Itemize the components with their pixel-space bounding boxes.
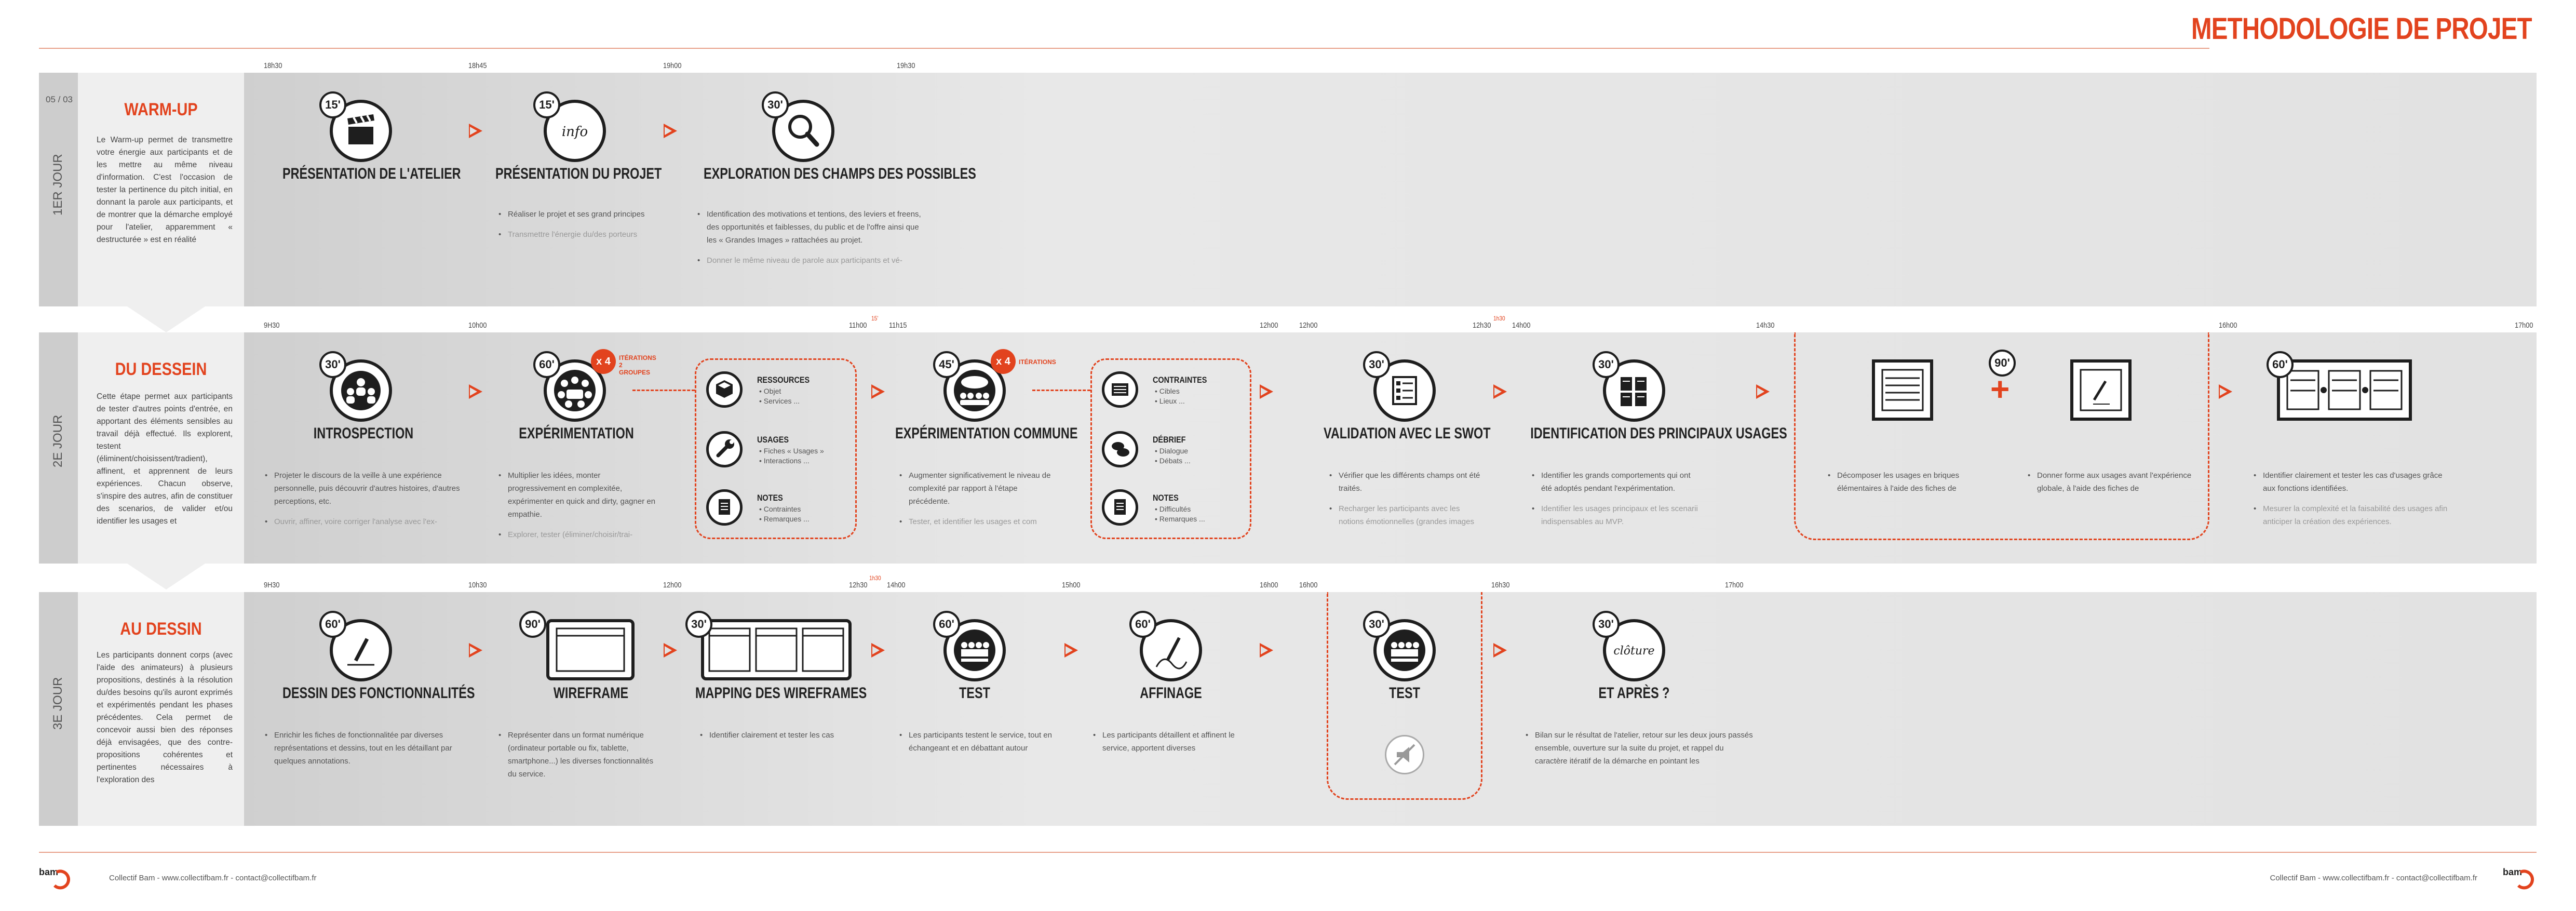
resource-items: • Objet • Services ... xyxy=(759,387,800,405)
flow-arrow-icon xyxy=(664,643,677,658)
flow-arrow-icon xyxy=(664,124,677,138)
page-title: METHODOLOGIE DE PROJET xyxy=(2191,12,2532,46)
day1-date: 05 / 03 xyxy=(46,95,73,104)
time-label-accent: 1h30 xyxy=(1493,315,1505,322)
duration-badge: 30' xyxy=(319,351,346,378)
constraint-items: • Difficultés • Remarques ... xyxy=(1155,505,1205,523)
bullet: Explorer, tester (éliminer/choisir/trai- xyxy=(508,530,633,539)
step-description: • Projeter le discours de la veille à une expérience personnelle, puis découvrir d'autres histoires, d'autres perceptions, etc. • Ouvrir, affiner, voire corriger l'analyse avec l'ex- xyxy=(265,469,462,528)
time-label: 15h00 xyxy=(1062,581,1081,590)
wireframe-map-icon xyxy=(701,619,852,680)
duration-badge: 60' xyxy=(933,611,960,638)
note-icon xyxy=(706,489,743,526)
bullet: Donner le même niveau de parole aux participants et vé- xyxy=(707,256,902,265)
bullet: Décomposer les usages en briques élémentaires à l'aide des fiches de xyxy=(1837,471,1960,493)
warmup-title: WARM-UP xyxy=(124,100,198,119)
step-description: • Réaliser le projet et ses grand principes • Transmettre l'énergie du/des porteurs xyxy=(498,208,670,241)
resource-items: • Fiches « Usages » • Interactions ... xyxy=(759,447,824,465)
duration-badge: 90' xyxy=(519,611,546,638)
flow-arrow-icon xyxy=(1493,384,1507,399)
step-description: • Enrichir les fiches de fonctionnalitée par diverses représentations et dessins, tout en les détaillant par quelques annotations. xyxy=(265,729,462,768)
dessin-panel xyxy=(78,592,244,826)
flow-arrow-icon xyxy=(469,124,482,138)
duration-badge: 30' xyxy=(1593,611,1620,638)
bullet: Recharger les participants avec les notions émotionnelles (grandes images xyxy=(1339,504,1474,526)
chat-icon xyxy=(1102,431,1138,467)
duration-badge: 30' xyxy=(1593,351,1620,378)
duration-badge: 60' xyxy=(533,351,560,378)
step-title: PRÉSENTATION DE L'ATELIER xyxy=(282,165,461,182)
constraint-title: NOTES xyxy=(1153,493,1179,503)
bullet: Identifier les grands comportements qui ont été adoptés pendant l'expérimentation. xyxy=(1541,471,1691,493)
time-label-accent: 15' xyxy=(871,315,879,322)
duration-badge: 30' xyxy=(685,611,712,638)
bullet: Projeter le discours de la veille à une expérience personnelle, puis découvrir d'autres histoires, d'autres perceptions, etc. xyxy=(274,471,460,506)
duration-badge: 15' xyxy=(319,91,346,118)
bullet: Les participants détaillent et affinent le service, apportent diverses xyxy=(1102,731,1235,753)
bullet: Augmenter significativement le niveau de complexité par rapport à l'étape précédente. xyxy=(909,471,1051,506)
time-label: 16h00 xyxy=(2219,321,2237,330)
time-label: 19h30 xyxy=(897,61,915,70)
bam-logo xyxy=(2503,865,2534,891)
time-label: 9H30 xyxy=(264,581,280,590)
constraint-title: CONTRAINTES xyxy=(1153,375,1207,385)
step-title: DESSIN DES FONCTIONNALITÉS xyxy=(282,685,475,702)
day3-label: 3E JOUR xyxy=(51,677,65,730)
bullet: Identifier les usages principaux et les scenarii indispensables au MVP. xyxy=(1541,504,1698,526)
step-description: • Les participants testent le service, tout en échangeant et en débattant autour xyxy=(899,729,1058,755)
wireframe-flow-icon xyxy=(2277,359,2412,421)
dessein-panel xyxy=(78,332,244,564)
constraint-items: • Cibles • Lieux ... xyxy=(1155,387,1185,405)
resource-title: RESSOURCES xyxy=(757,375,810,385)
footer-right: Collectif Bam - www.collectifbam.fr - contact@collectifbam.fr xyxy=(2270,874,2477,882)
step-title: ET APRÈS ? xyxy=(1598,685,1670,702)
dessein-title: DU DESSEIN xyxy=(115,359,207,379)
step-description: • Multiplier les idées, monter progressivement en complexitée, expérimenter en quick and dirty, gagner en empathie. • Explorer, tester (éliminer/choisir/trai- xyxy=(498,469,659,541)
svg-text:bam: bam xyxy=(39,867,59,877)
flow-arrow-icon xyxy=(871,643,885,658)
bullet: Tester, et identifier les usages et com xyxy=(909,517,1037,526)
step-title: MAPPING DES WIREFRAMES xyxy=(695,685,867,702)
time-label: 16h00 xyxy=(1260,581,1278,590)
bullet: Bilan sur le résultat de l'atelier, retour sur les deux jours passés ensemble, ouverture sur la suite du projet, et rappel du caractère itératif de la démarche en pointant les xyxy=(1535,731,1753,766)
wireframe-grid-icon xyxy=(1872,359,1933,421)
time-label: 17h00 xyxy=(1725,581,1744,590)
flow-arrow-icon xyxy=(1493,643,1507,658)
step-description: • Augmenter significativement le niveau de complexité par rapport à l'étape précédente. • Tester, et identifier les usages et com xyxy=(899,469,1058,528)
muted-megaphone-icon xyxy=(1385,735,1424,774)
step-title: WIREFRAME xyxy=(553,685,629,702)
resource-title: NOTES xyxy=(757,493,783,503)
step-description: • Identifier les grands comportements qui ont été adoptés pendant l'expérimentation. • Identifier les usages principaux et les scenarii indispensables au MVP. xyxy=(1532,469,1703,528)
time-label: 18h45 xyxy=(468,61,487,70)
time-label: 19h00 xyxy=(663,61,682,70)
resource-items: • Contraintes • Remarques ... xyxy=(759,505,810,523)
time-label: 12h00 xyxy=(1260,321,1278,330)
time-label: 16h30 xyxy=(1491,581,1510,590)
time-label: 10h30 xyxy=(468,581,487,590)
info-bubble-text: info xyxy=(561,124,588,140)
duration-badge: 60' xyxy=(319,611,346,638)
bullet: Enrichir les fiches de fonctionnalitée par diverses représentations et dessins, tout en les détaillant par quelques annotations. xyxy=(274,731,452,766)
resource-title: USAGES xyxy=(757,435,789,445)
day2-label: 2E JOUR xyxy=(51,414,65,467)
constraint-title: DÉBRIEF xyxy=(1153,435,1186,445)
dessin-title: AU DESSIN xyxy=(120,619,202,639)
step-title: PRÉSENTATION DU PROJET xyxy=(495,165,662,182)
time-label: 12h30 xyxy=(1473,321,1491,330)
step-title: INTROSPECTION xyxy=(313,425,414,442)
step-description: • Les participants détaillent et affinent le service, apportent diverses xyxy=(1093,729,1251,755)
step-title: TEST xyxy=(1389,685,1420,702)
time-label: 14h30 xyxy=(1756,321,1775,330)
step-title: VALIDATION AVEC LE SWOT xyxy=(1324,425,1491,442)
duration-badge: 30' xyxy=(1363,351,1390,378)
step-description: • Identification des motivations et tentions, des leviers et freens, des opportunités et faiblesses, du public et de l'offre ainsi que les « Grandes Images » rattachées au projet. • Donner le même niveau de parole aux participants et vé- xyxy=(697,208,926,267)
dessin-text: Les participants donnent corps (avec l'aide des animateurs) à plusieurs propositions, destinés à la résolution du/des besoins qu'ils auront exprimés et expérimentés pendant les phases précédentes. Cela permet de concevoir aussi bien des réponses déjà envisagées, que des contre-propositions cohérentes et pertinentes nécessaires à l'exploration des xyxy=(97,651,233,784)
duration-badge: 30' xyxy=(1363,611,1390,638)
step-title: TEST xyxy=(959,685,990,702)
iteration-badge: x 4 xyxy=(591,349,616,374)
step-title: EXPÉRIMENTATION xyxy=(519,425,634,442)
duration-badge: 60' xyxy=(2267,351,2294,378)
bullet: Identification des motivations et tentions, des leviers et freens, des opportunités et faiblesses, du public et de l'offre ainsi que les « Grandes Images » rattachées au projet. xyxy=(707,210,921,245)
day1-label: 1ER JOUR xyxy=(51,154,65,216)
iteration-badge: x 4 xyxy=(991,349,1016,374)
flow-arrow-icon xyxy=(871,384,885,399)
step-description: • Décomposer les usages en briques élémentaires à l'aide des fiches de xyxy=(1828,469,1999,495)
flow-arrow-icon xyxy=(1064,643,1078,658)
step-description: • Vérifier que les différents champs ont été traités. • Recharger les participants avec les notions émotionnelles (grandes images xyxy=(1329,469,1485,528)
flow-arrow-icon xyxy=(2219,384,2232,399)
dessein-text: Cette étape permet aux participants de tester d'autres points d'entrée, en apportant des éléments sensibles au travail déjà effectué. Ils explorent, testent (éliminent/choisissent/tradient), affinent, et apprennent de leurs expériences. Chacun observe, s'inspire des autres, afin de constituer des scenarios, de valider et/ou identifier les usages et xyxy=(97,392,233,526)
time-label: 17h00 xyxy=(2515,321,2533,330)
flow-arrow-icon xyxy=(1260,643,1273,658)
duration-badge: 45' xyxy=(933,351,960,378)
bullet: Vérifier que les différents champs ont été traités. xyxy=(1339,471,1480,493)
plus-icon: + xyxy=(1990,370,2010,408)
bottom-divider xyxy=(39,852,2537,853)
bullet: Identifier clairement et tester les cas d'usages grâce aux fonctions identifiées. xyxy=(2263,471,2443,493)
time-label: 12h00 xyxy=(1299,321,1318,330)
bam-logo xyxy=(39,865,70,891)
bullet: Transmettre l'énergie du/des porteurs xyxy=(508,230,638,239)
wireframe-icon xyxy=(546,619,635,680)
time-label: 14h00 xyxy=(887,581,906,590)
time-label-accent: 1h30 xyxy=(869,574,881,582)
top-divider xyxy=(39,48,2209,49)
iteration-label: ITÉRATIONS 2 GROUPES xyxy=(619,354,656,376)
step-title: EXPLORATION DES CHAMPS DES POSSIBLES xyxy=(704,165,976,182)
bullet: Réaliser le projet et ses grand principes xyxy=(508,210,645,219)
iteration-label: ITÉRATIONS xyxy=(1019,358,1056,366)
bullet: Mesurer la complexité et la faisabilité des usages afin anticiper la création des expériences. xyxy=(2263,504,2448,526)
flow-arrow-icon xyxy=(1756,384,1770,399)
bullet: Représenter dans un format numérique (ordinateur portable ou fix, tablette, smartphone...) les diverses fonctionnalités du service. xyxy=(508,731,654,779)
bullet: Multiplier les idées, monter progressivement en complexitée, expérimenter en quick and dirty, gagner en empathie. xyxy=(508,471,656,519)
step-description: • Représenter dans un format numérique (ordinateur portable ou fix, tablette, smartphone...) les diverses fonctionnalités du service. xyxy=(498,729,659,781)
bullet: Identifier clairement et tester les cas xyxy=(709,731,834,740)
time-label: 10h00 xyxy=(468,321,487,330)
constraint-items: • Dialogue • Débats ... xyxy=(1155,447,1191,465)
step-description: • Donner forme aux usages avant l'expérience globale, à l'aide des fiches de xyxy=(2028,469,2199,495)
step-description: • Identifier clairement et tester les cas xyxy=(700,729,866,742)
step-title: AFFINAGE xyxy=(1140,685,1202,702)
duration-badge: 90' xyxy=(1989,350,2016,377)
time-label: 12h30 xyxy=(849,581,868,590)
bullet: Les participants testent le service, tout en échangeant et en débattant autour xyxy=(909,731,1052,753)
time-label: 9H30 xyxy=(264,321,280,330)
list-icon xyxy=(1102,371,1138,408)
warmup-panel xyxy=(78,73,244,306)
bullet: Donner forme aux usages avant l'expérience globale, à l'aide des fiches de xyxy=(2037,471,2192,493)
time-label: 11h00 xyxy=(849,321,867,330)
flow-arrow-icon xyxy=(469,384,482,399)
warmup-text: Le Warm-up permet de transmettre votre énergie aux participants et de les mettre au même niveau d'information. C'est l'occasion de tester la pertinence du pitch initial, en donnant la parole aux participants, et de montrer que la démarche employé pour l'atelier, apparemment « destructurée » est en réalité xyxy=(97,136,233,244)
duration-badge: 30' xyxy=(762,91,789,118)
step-title: EXPÉRIMENTATION COMMUNE xyxy=(895,425,1078,442)
step-description: • Bilan sur le résultat de l'atelier, retour sur les deux jours passés ensemble, ouverture sur la suite du projet, et rappel du caractère itératif de la démarche en pointant les xyxy=(1526,729,1754,768)
wrench-icon xyxy=(706,431,743,467)
duration-badge: 60' xyxy=(1129,611,1156,638)
bullet: Ouvrir, affiner, voire corriger l'analyse avec l'ex- xyxy=(274,517,437,526)
time-label: 12h00 xyxy=(663,581,682,590)
note-icon xyxy=(1102,489,1138,526)
pencil-frame-icon xyxy=(2070,359,2132,421)
step-title: IDENTIFICATION DES PRINCIPAUX USAGES xyxy=(1530,425,1787,442)
flow-arrow-icon xyxy=(469,643,482,658)
duration-badge: 15' xyxy=(533,91,560,118)
time-label: 16h00 xyxy=(1299,581,1318,590)
time-label: 14h00 xyxy=(1512,321,1531,330)
cube-icon xyxy=(706,371,743,408)
svg-text:bam: bam xyxy=(2503,867,2523,877)
time-label: 11h15 xyxy=(889,321,907,330)
footer-left: Collectif Bam - www.collectifbam.fr - contact@collectifbam.fr xyxy=(109,874,317,882)
time-label: 18h30 xyxy=(264,61,282,70)
flow-arrow-icon xyxy=(1260,384,1273,399)
cloture-text: clôture xyxy=(1613,645,1655,658)
step-description: • Identifier clairement et tester les cas d'usages grâce aux fonctions identifiées. • Mesurer la complexité et la faisabilité des usages afin anticiper la création des expériences. xyxy=(2254,469,2451,528)
